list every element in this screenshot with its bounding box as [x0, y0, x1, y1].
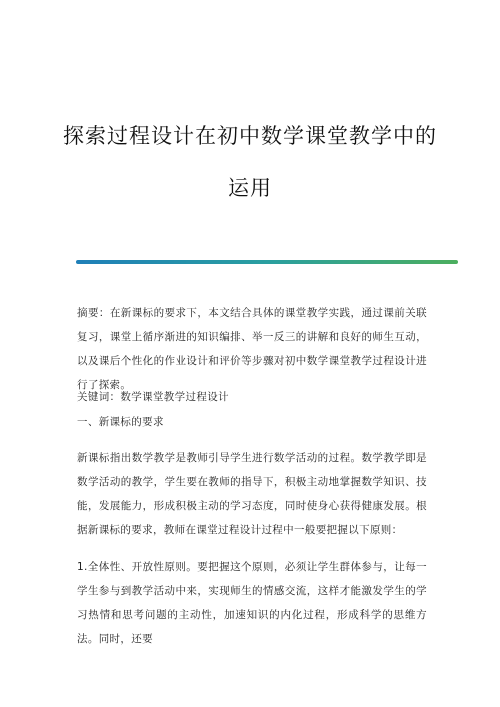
body-paragraph-2: 1.全体性、开放性原则。要把握这个原则，必须让学生群体参与，让每一学生参与到教学活动中来，实现师生的情感交流，这样才能激发学生的学习热情和思考问题的主动性，加速知识的内化过程，形成科学的思维方法。同时，还要 [77, 561, 427, 645]
section-heading-1: 一、新课标的要求 [77, 416, 164, 428]
body-paragraph-1: 新课标指出数学教学是教师引导学生进行数学活动的过程。数学教学即是数学活动的教学，学生要在教师的指导下，积极主动地掌握数学知识、技能，发展能力，形成积极主动的学习态度，同时使身心获得健康发展。根据新课标的要求，教师在课堂过程设计过程中一般要把握以下原则： [77, 452, 427, 536]
document-title-line-2: 运用 [228, 176, 272, 200]
keywords-line: 关键词：数学课堂教学过程设计 [77, 391, 229, 403]
abstract-paragraph: 摘要：在新课标的要求下，本文结合具体的课堂教学实践，通过课前关联复习，课堂上循序渐进的知识编排、举一反三的讲解和良好的师生互动，以及课后个性化的作业设计和评价等步骤对初中数学课堂教学过程设计进行了探索。 [77, 307, 427, 391]
title-divider [76, 260, 458, 264]
document-title-line-1: 探索过程设计在初中数学课堂教学中的 [63, 124, 437, 148]
